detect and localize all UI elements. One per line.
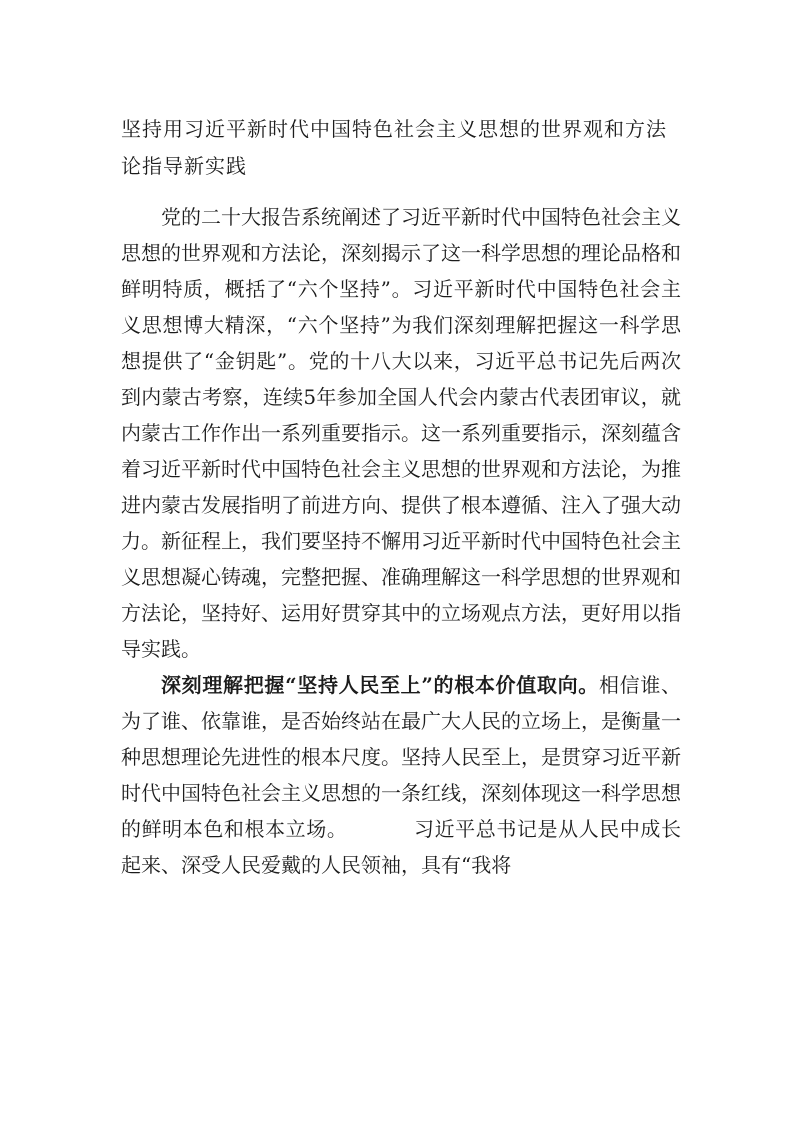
- document-title: 坚持用习近平新时代中国特色社会主义思想的世界观和方法论指导新实践: [121, 117, 667, 178]
- section-paragraph-continuation: 习近平总书记是从人民中成长起来、深受人民爱戴的人民领袖，具有“我将: [121, 817, 682, 877]
- intro-paragraph: [121, 199, 681, 667]
- document-body: [121, 199, 681, 883]
- section-paragraph: [121, 667, 681, 883]
- intro-paragraph-text: 党的二十大报告系统阐述了习近平新时代中国特色社会主义思想的世界观和方法论，深刻揭示了这一科学思想的理论品格和鲜明特质，概括了“六个坚持”。习近平新时代中国特色社会主义思想博大精深，“六个坚持”为我们深刻理解把握这一科学思想提供了“金钥匙”。党的十八大以来，习近平总书记先后两次到内蒙古考察，连续5年参加全国人代会内蒙古代表团审议，就内蒙古工作作出一系列重要指示。这一系列重要指示，深刻蕴含着习近平新时代中国特色社会主义思想的世界观和方法论，为推进内蒙古发展指明了前进方向、提供了根本遵循、注入了强大动力。新征程上，我们要坚持不懈用习近平新时代中国特色社会主义思想凝心铸魂，完整把握、准确理解这一科学思想的世界观和方法论，坚持好、运用好贯穿其中的立场观点方法，更好用以指导实践。: [121, 205, 681, 661]
- section-heading-lead: 深刻理解把握“坚持人民至上”的根本价值取向。: [161, 673, 599, 697]
- section-paragraph-text: 相信谁、为了谁、依靠谁，是否始终站在最广大人民的立场上，是衡量一种思想理论先进性的根本尺度。坚持人民至上，是贯穿习近平新时代中国特色社会主义思想的一条红线，深刻体现这一科学思想的鲜明本色和根本立场。: [121, 673, 682, 841]
